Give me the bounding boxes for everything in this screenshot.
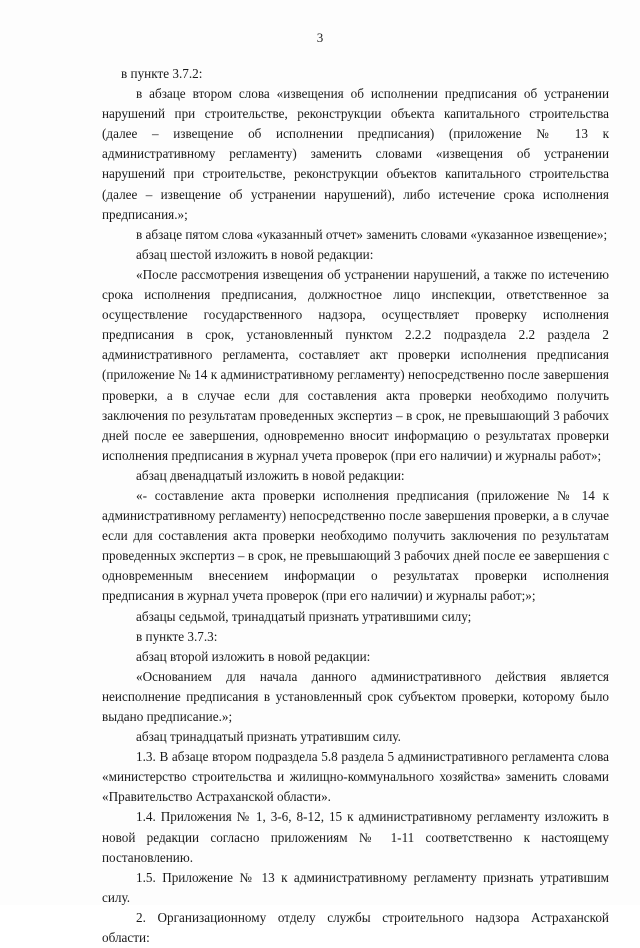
paragraph-8: абзацы седьмой, тринадцатый признать утратившими силу; (136, 608, 472, 624)
paragraph-4: абзац шестой изложить в новой редакции: (136, 246, 374, 262)
paragraph-16: 2. Организационному отделу службы строительного надзора Астраханской области: (102, 909, 609, 946)
paragraph-1: в пункте 3.7.2: (121, 66, 203, 81)
paragraph-15: 1.5. Приложение № 13 к административному регламенту признать утратившим силу. (102, 869, 609, 905)
paragraph-13: 1.3. В абзаце втором подраздела 5.8 раздела 5 административного регламента слова «министерство строительства и жилищно-коммунального хозяйства» заменить словами «Правительство Астраханской области». (102, 749, 609, 805)
paragraph-5: «После рассмотрения извещения об устранении нарушений, а также по истечению срока исполнения предписания, должностное лицо инспекции, ответственное за осуществление государственного надзора, осуществляет проверку исполнения предписания в срок, установленный пунктом 2.2.2 подраздела 2.2 раздела 2 административного регламента, составляет акт проверки исполнения предписания (приложение № 14 к административному регламенту) непосредственно после завершения проверки, а в случае если для составления акта проверки необходимо получить заключения по результатам проведенных экспертиз – в срок, не превышающий 3 рабочих дней после ее завершения, одновременно вносит информацию о результатах проверки исполнения предписания в журнал учета проверок (при его наличии) и журналы работ»; (102, 266, 609, 463)
paragraph-11: «Основанием для начала данного административного действия является неисполнение предписания в установленный срок субъектом проверки, которому было выдано предписание.»; (102, 668, 609, 724)
document-body (102, 64, 609, 948)
page-number: 3 (316, 30, 324, 45)
paragraph-7: «- составление акта проверки исполнения предписания (приложение № 14 к административному регламенту) непосредственно после завершения проверки, а в случае если для составления акта проверки необходимо получить заключения по результатам проведенных экспертиз – в срок, не превышающий 3 рабочих дней после ее завершения с одновременным внесением информации о результатах проверки исполнения предписания в журнал учета проверок (при его наличии) и журналы работ;»; (102, 487, 609, 604)
paragraph-12: абзац тринадцатый признать утратившим силу. (136, 729, 401, 745)
paragraph-9: в пункте 3.7.3: (136, 628, 218, 644)
paragraph-10: абзац второй изложить в новой редакции: (136, 648, 371, 664)
paragraph-6: абзац двенадцатый изложить в новой редакции: (136, 467, 405, 483)
paragraph-3: в абзаце пятом слова «указанный отчет» заменить словами «указанное извещение»; (136, 226, 608, 242)
paragraph-2: в абзаце втором слова «извещения об исполнении предписания об устранении нарушений при строительстве, реконструкции объекта капитального строительства (далее – извещение об исполнении предписания) (приложение № 13 к административному регламенту) заменить словами «извещения об устранении нарушений при строительстве, реконструкции объектов капитального строительства (далее – извещение об устранении нарушений), либо истечение срока исполнения предписания.»; (102, 86, 609, 222)
paragraph-14: 1.4. Приложения № 1, 3-6, 8-12, 15 к административному регламенту изложить в новой редакции согласно приложениям № 1-11 соответственно к настоящему постановлению. (102, 809, 609, 865)
